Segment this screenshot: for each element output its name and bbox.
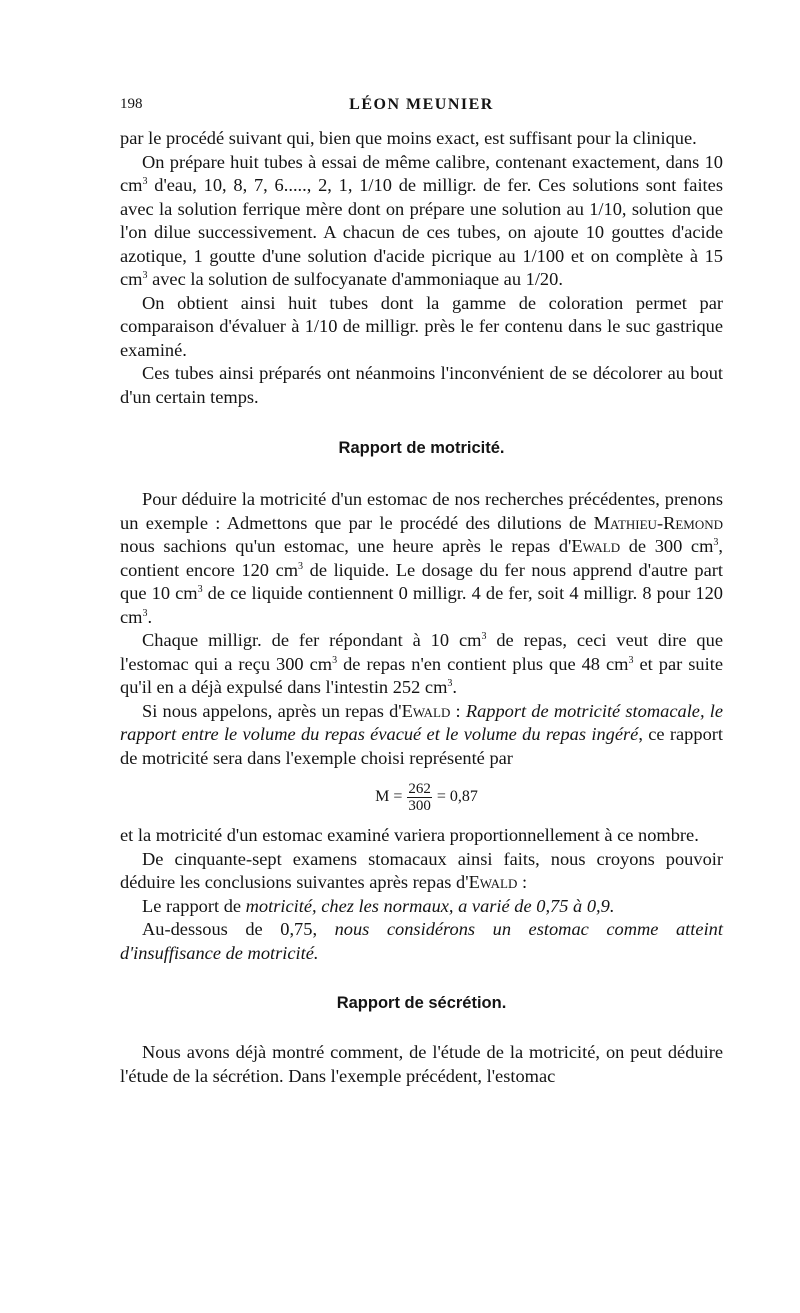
formula-rhs: = 0,87	[436, 788, 478, 805]
paragraph-color-scale: On obtient ainsi huit tubes dont la gamme de coloration permet par comparaison d'évaluer à 1/10 de milligr. près le fer contenu dans le suc gastrique examiné.	[120, 292, 723, 360]
formula-denominator: 300	[408, 797, 431, 814]
page-number: 198	[120, 96, 143, 112]
paragraph-decoloration: Ces tubes ainsi préparés ont néanmoins l'inconvénient de se décolorer au bout d'un certain temps.	[120, 363, 723, 407]
formula-motricite	[130, 770, 723, 824]
section-heading-secretion: Rapport de sécrétion.	[336, 994, 507, 1012]
paragraph-continuation: par le procédé suivant qui, bien que moins exact, est suffisant pour la clinique.	[120, 128, 697, 148]
paragraph-milligram: Chaque milligr. de fer répondant à 10 $cm^3$ de repas, ceci veut dire que l'estomac qui a reçu 300 $cm^3$ de repas n'en contient plus que 48 $cm^3$ et par suite qu'il en a déjà expulsé dans l'intestin 252 $cm^3$.	[120, 630, 723, 697]
paragraph-secretion: Nous avons déjà montré comment, de l'étude de la motricité, on peut déduire l'étude de la sécrétion. Dans l'exemple précédent, l'estomac	[120, 1042, 723, 1086]
formula-lhs: M =	[375, 788, 403, 805]
paragraph-insufficiency: Au-dessous de 0,75, nous considérons un estomac comme atteint d'insuffisance de motricité.	[120, 919, 723, 963]
paragraph-normal-range: Le rapport de motricité, chez les normaux, a varié de 0,75 à 0,9.	[142, 895, 615, 916]
paragraph-tube-preparation: On prépare huit tubes à essai de même calibre, contenant exactement, dans 10 $cm^3$ d'eau, 10, 8, 7, 6....., 2, 1, 1/10 de milligr. de fer. Ces solutions sont faites avec la solution ferrique mère dont on prépare une solution au 1/10, solution que l'on dilue successivement. A chacun de ces tubes, on ajoute 10 gouttes d'acide azotique, 1 goutte d'une solution d'acide picrique au 1/100 et on complète à 15 $cm^3$ avec la solution de sulfocyanate d'ammoniaque au 1/20.	[120, 151, 723, 289]
formula-numerator: 262	[408, 780, 431, 797]
section-heading-motricite: Rapport de motricité.	[338, 439, 505, 457]
page-header	[120, 96, 723, 122]
paragraph-conclusions: De cinquante-sept examens stomacaux ainsi faits, nous croyons pouvoir déduire les conclusions suivantes après repas d'Ewald :	[120, 848, 723, 892]
page	[120, 96, 723, 1088]
paragraph-example: Pour déduire la motricité d'un estomac de nos recherches précédentes, prenons un exemple : Admettons que par le procédé des dilutions de Mathieu-Remond nous sachions qu'un estomac, une heure après le repas d'Ewald de 300 $cm^3$, contient encore 120 $cm^3$ de liquide. Le dosage du fer nous apprend d'autre part que 10 $cm^3$ de ce liquide contiennent 0 milligr. 4 de fer, soit 4 milligr. 8 pour 120 $cm^3$.	[120, 489, 724, 627]
paragraph-proportional: et la motricité d'un estomac examiné variera proportionnellement à ce nombre.	[120, 825, 699, 845]
paragraph-definition: Si nous appelons, après un repas d'Ewald : Rapport de motricité stomacale, le rapport entre le volume du repas évacué et le volume du repas ingéré, ce rapport de motricité sera dans l'exemple choisi représenté par	[120, 700, 724, 768]
running-title: LÉON MEUNIER	[349, 96, 494, 113]
formula-fraction	[407, 781, 432, 814]
